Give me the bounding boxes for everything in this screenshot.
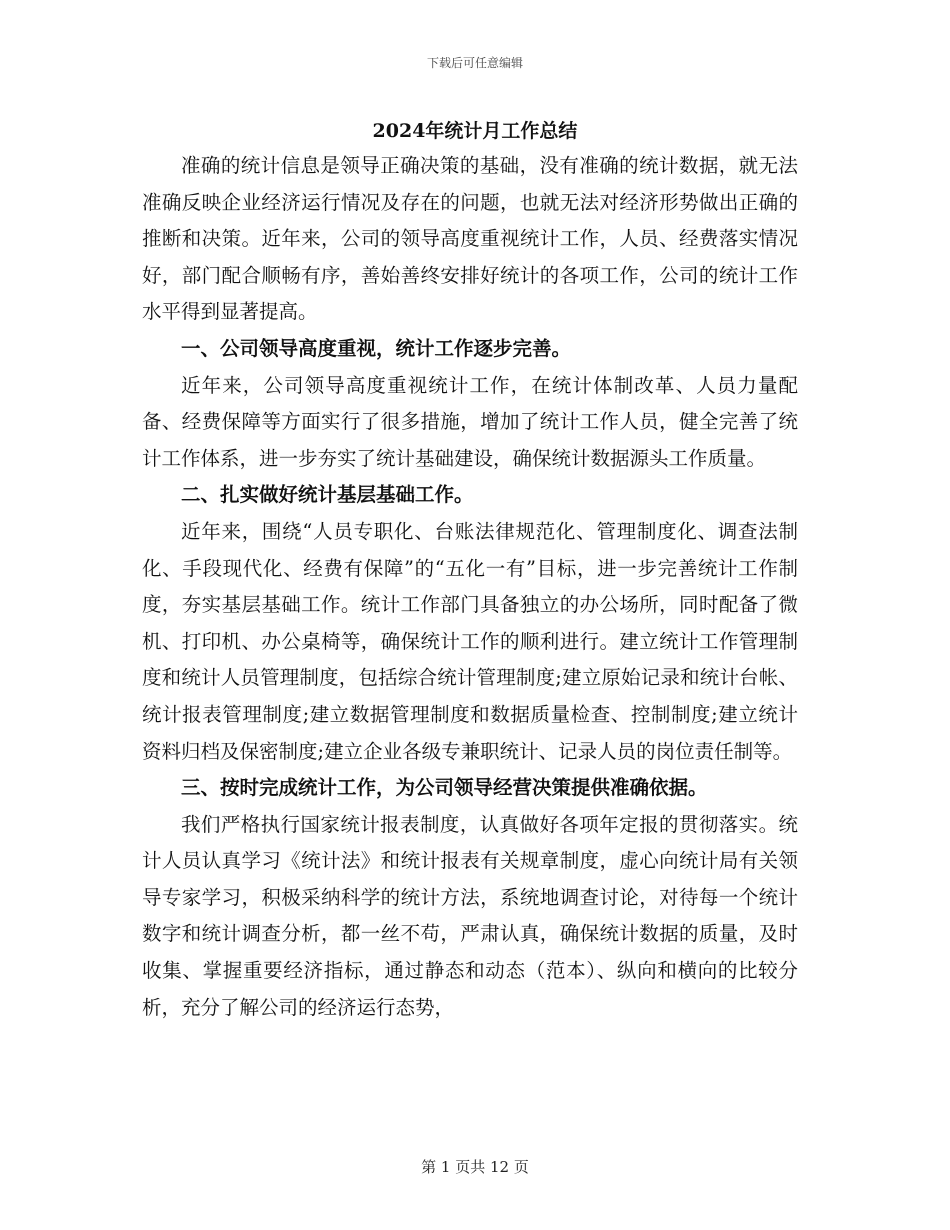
section-body-3: 我们严格执行国家统计报表制度，认真做好各项年定报的贯彻落实。统计人员认真学习《统计法》和统计报表有关规章制度，虚心向统计局有关领导专家学习，积极采纳科学的统计方法，系统地调查讨论，对待每一个统计数字和统计调查分析，都一丝不苟，严肃认真，确保统计数据的质量，及时收集、掌握重要经济指标，通过静态和动态（范本）、纵向和横向的比较分析，充分了解公司的经济运行态势， — [142, 812, 798, 1019]
section-heading-3: 三、按时完成统计工作，为公司领导经营决策提供准确依据。 — [181, 776, 708, 800]
section-heading-2: 二、扎实做好统计基层基础工作。 — [181, 483, 474, 507]
document-title: 2024年统计月工作总结 — [372, 120, 578, 142]
section-body-2: 近年来，围绕“人员专职化、台账法律规范化、管理制度化、调查法制化、手段现代化、经费有保障”的“五化一有”目标，进一步完善统计工作制度，夯实基层基础工作。统计工作部门具备独立的办公场所，同时配备了微机、打印机、办公桌椅等，确保统计工作的顺利进行。建立统计工作管理制度和统计人员管理制度，包括综合统计管理制度;建立原始记录和统计台帐、统计报表管理制度;建立数据管理制度和数据质量检查、控制制度;建立统计资料归档及保密制度;建立企业各级专兼职统计、记录人员的岗位责任制等。 — [142, 519, 798, 763]
section-heading-1: 一、公司领导高度重视，统计工作逐步完善。 — [181, 336, 572, 360]
document-body — [142, 148, 798, 1026]
section-body-1: 近年来，公司领导高度重视统计工作，在统计体制改革、人员力量配备、经费保障等方面实行了很多措施，增加了统计工作人员，健全完善了统计工作体系，进一步夯实了统计基础建设，确保统计数据源头工作质量。 — [142, 373, 798, 470]
intro-paragraph: 准确的统计信息是领导正确决策的基础，没有准确的统计数据，就无法准确反映企业经济运行情况及存在的问题，也就无法对经济形势做出正确的推断和决策。近年来，公司的领导高度重视统计工作，人员、经费落实情况好，部门配合顺畅有序，善始善终安排好统计的各项工作，公司的统计工作水平得到显著提高。 — [142, 154, 798, 324]
page-number-footer: 第 1 页共 12 页 — [421, 1158, 529, 1176]
page-header-note: 下载后可任意编辑 — [426, 56, 523, 70]
